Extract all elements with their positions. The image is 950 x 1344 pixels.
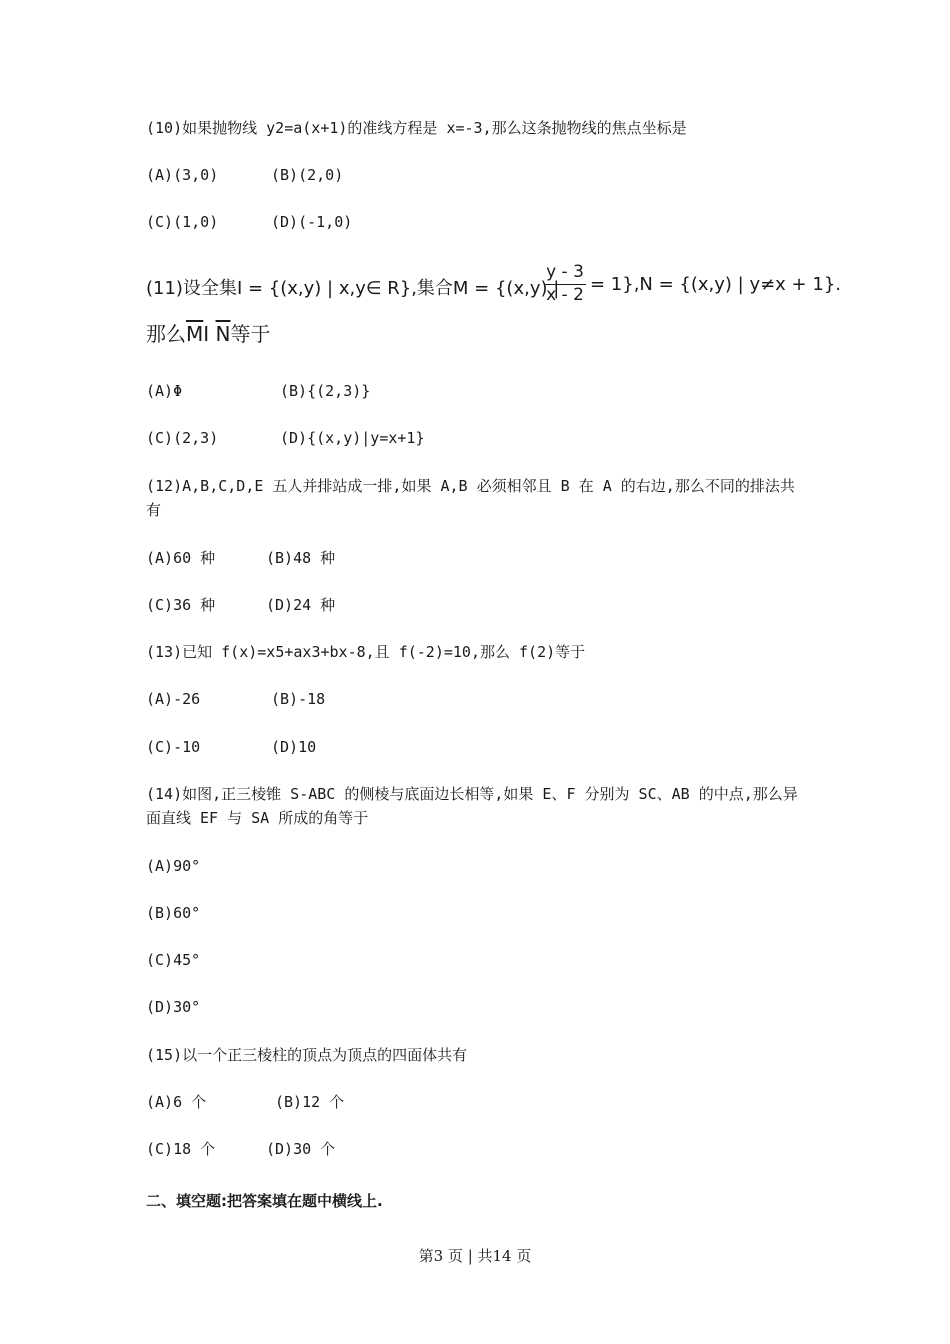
q11-part2: = 1},N = {(x,y) | y≠x + 1}. <box>590 274 841 295</box>
q11-fraction <box>544 262 586 307</box>
q15-option-b: (B)12 个 <box>275 1093 345 1111</box>
q11-line2-post: 等于 <box>230 322 271 346</box>
q15-stem: (15)以一个正三棱柱的顶点为顶点的四面体共有 <box>146 1046 468 1064</box>
q11-option-d: (D){(x,y)|y=x+1} <box>280 429 425 447</box>
q15-option-d: (D)30 个 <box>266 1140 336 1158</box>
q14-stem-line1: (14)如图,正三棱锥 S-ABC 的侧棱与底面边长相等,如果 E、F 分别为 SC、AB 的中点,那么异 <box>146 785 798 803</box>
q12-option-a: (A)60 种 <box>146 549 216 567</box>
q12-option-c: (C)36 种 <box>146 596 216 614</box>
q11-option-c: (C)(2,3) <box>146 429 219 447</box>
q10-stem: (10)如果抛物线 y2=a(x+1)的准线方程是 x=-3,那么这条抛物线的焦点坐标是 <box>146 119 687 137</box>
q10-option-b: (B)(2,0) <box>271 166 344 184</box>
q14-option-d: (D)30° <box>146 998 201 1016</box>
q11-part1: (11)设全集I = {(x,y) | x,y∈ R},集合M = {(x,y) | <box>146 278 560 299</box>
q12-stem-line1: (12)A,B,C,D,E 五人并排站成一排,如果 A,B 必须相邻且 B 在 A 的右边,那么不同的排法共 <box>146 477 795 495</box>
q15-option-c: (C)18 个 <box>146 1140 216 1158</box>
page-footer: 第3 页 | 共14 页 <box>418 1247 532 1265</box>
q13-stem: (13)已知 f(x)=x5+ax3+bx-8,且 f(-2)=10,那么 f(2)等于 <box>146 643 586 661</box>
q10-option-c: (C)(1,0) <box>146 213 219 231</box>
q11-fraction-numerator: y - 3 <box>546 262 584 282</box>
q11-complement-n: $\overline{N}$ <box>215 322 231 346</box>
q13-option-b: (B)-18 <box>271 690 326 708</box>
q14-option-b: (B)60° <box>146 904 201 922</box>
q11-line2 <box>146 318 271 347</box>
q11-line2-mid: I <box>203 322 216 346</box>
section-2-heading: 二、填空题:把答案填在题中横线上. <box>146 1192 383 1210</box>
q14-option-a: (A)90° <box>146 857 201 875</box>
q13-option-a: (A)-26 <box>146 690 201 708</box>
q12-option-b: (B)48 种 <box>266 549 336 567</box>
q13-option-c: (C)-10 <box>146 738 201 756</box>
q10-option-d: (D)(-1,0) <box>271 213 353 231</box>
q11-option-b: (B){(2,3)} <box>280 382 371 400</box>
q10-option-a: (A)(3,0) <box>146 166 219 184</box>
q13-option-d: (D)10 <box>271 738 317 756</box>
q14-stem-line2: 面直线 EF 与 SA 所成的角等于 <box>146 809 369 827</box>
q11-option-a: (A)Φ <box>146 382 183 400</box>
q11-line2-pre: 那么 <box>146 322 186 346</box>
q12-option-d: (D)24 种 <box>266 596 336 614</box>
q15-option-a: (A)6 个 <box>146 1093 207 1111</box>
q12-stem-line2: 有 <box>146 501 162 519</box>
q11-fraction-denominator: x - 2 <box>546 285 584 305</box>
q11-complement-m: $\overline{M}$ <box>186 322 204 346</box>
q11-formula <box>146 262 841 312</box>
q14-option-c: (C)45° <box>146 951 201 969</box>
